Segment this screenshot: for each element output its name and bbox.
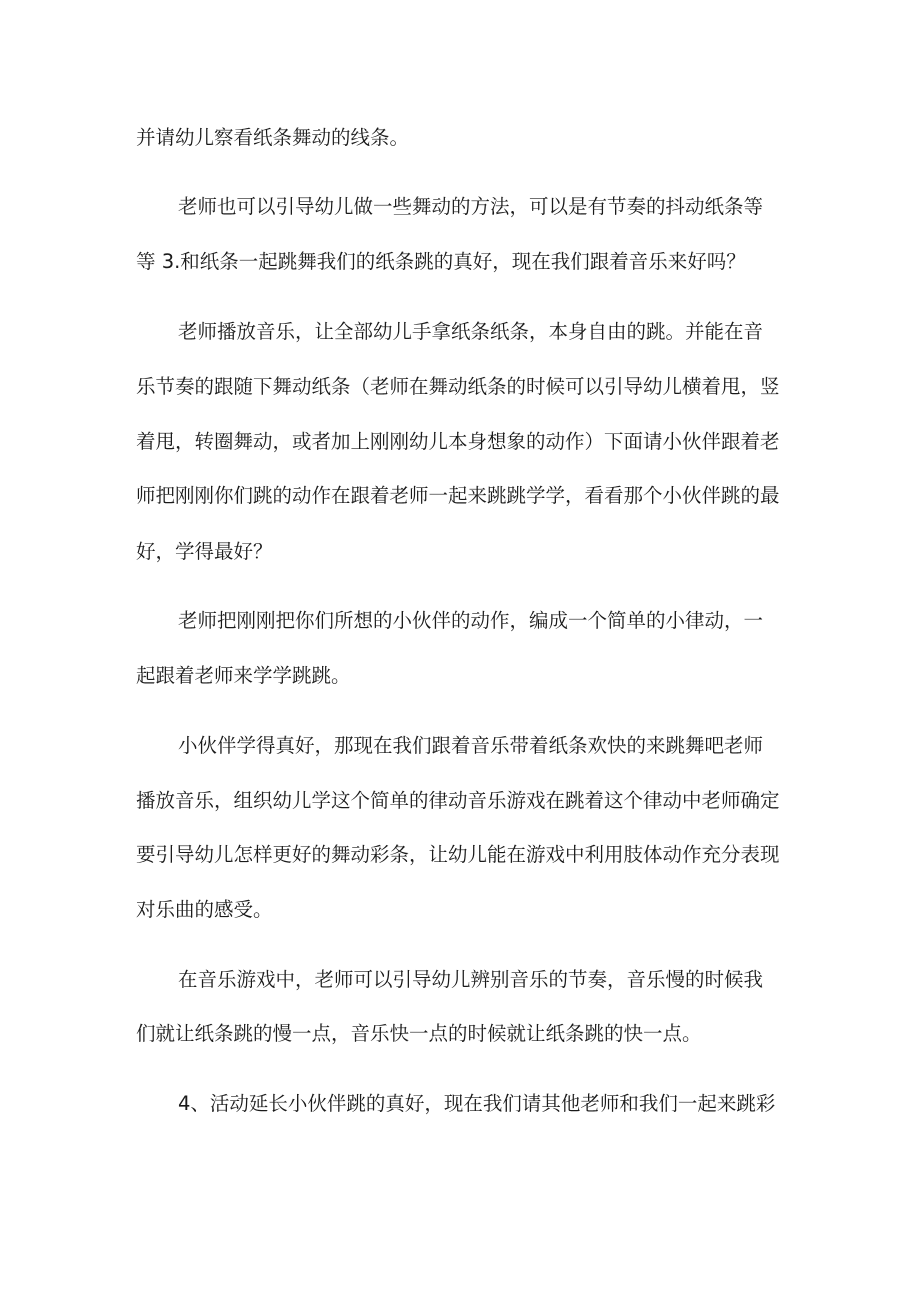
paragraph-6-line-2	[0, 1017, 920, 1051]
paragraph-5-line-2	[0, 784, 920, 818]
text-line: 播放音乐，组织幼儿学这个简单的律动音乐游戏在跳着这个律动中老师确定	[136, 789, 780, 812]
paragraph-3-line-1	[0, 315, 920, 349]
text-line: 老师把刚刚把你们所想的小伙伴的动作，编成一个简单的小律动，一	[178, 609, 764, 632]
paragraph-1-line-1	[0, 121, 920, 155]
paragraph-5-line-3	[0, 838, 920, 872]
paragraph-3-line-5	[0, 535, 920, 569]
paragraph-2-line-1	[0, 190, 920, 224]
text-line: 起跟着老师来学学跳跳。	[136, 664, 351, 687]
text-line: 等 3.和纸条一起跳舞我们的纸条跳的真好，现在我们跟着音乐来好吗？	[136, 250, 746, 273]
paragraph-6-line-1	[0, 963, 920, 997]
paragraph-3-line-2	[0, 370, 920, 404]
text-line: 对乐曲的感受。	[136, 898, 273, 921]
paragraph-5-line-1	[0, 729, 920, 763]
paragraph-5-line-4	[0, 893, 920, 927]
text-line: 好，学得最好？	[136, 540, 273, 563]
paragraph-3-line-3	[0, 425, 920, 459]
paragraph-7-line-1	[0, 1087, 920, 1121]
text-line: 在音乐游戏中，老师可以引导幼儿辨别音乐的节奏，音乐慢的时候我	[178, 968, 764, 991]
paragraph-4-line-2	[0, 659, 920, 693]
text-line: 师把刚刚你们跳的动作在跟着老师一起来跳跳学学，看看那个小伙伴跳的最	[136, 484, 780, 507]
paragraph-4-line-1	[0, 604, 920, 638]
text-line: 小伙伴学得真好，那现在我们跟着音乐带着纸条欢快的来跳舞吧老师	[178, 734, 764, 757]
text-line: 们就让纸条跳的慢一点，音乐快一点的时候就让纸条跳的快一点。	[136, 1022, 702, 1045]
text-line: 着甩，转圈舞动，或者加上刚刚幼儿本身想象的动作）下面请小伙伴跟着老	[136, 430, 780, 453]
text-line: 老师播放音乐，让全部幼儿手拿纸条纸条，本身自由的跳。并能在音	[178, 320, 764, 343]
text-line: 要引导幼儿怎样更好的舞动彩条，让幼儿能在游戏中利用肢体动作充分表现	[136, 843, 780, 866]
text-line: 4、活动延长小伙伴跳的真好，现在我们请其他老师和我们一起来跳彩	[178, 1092, 776, 1115]
paragraph-3-line-4	[0, 479, 920, 513]
text-line: 老师也可以引导幼儿做一些舞动的方法，可以是有节奏的抖动纸条等	[178, 195, 764, 218]
text-line: 并请幼儿察看纸条舞动的线条。	[136, 126, 410, 149]
paragraph-2-line-2	[0, 245, 920, 279]
text-line: 乐节奏的跟随下舞动纸条（老师在舞动纸条的时候可以引导幼儿横着甩，竖	[136, 375, 780, 398]
